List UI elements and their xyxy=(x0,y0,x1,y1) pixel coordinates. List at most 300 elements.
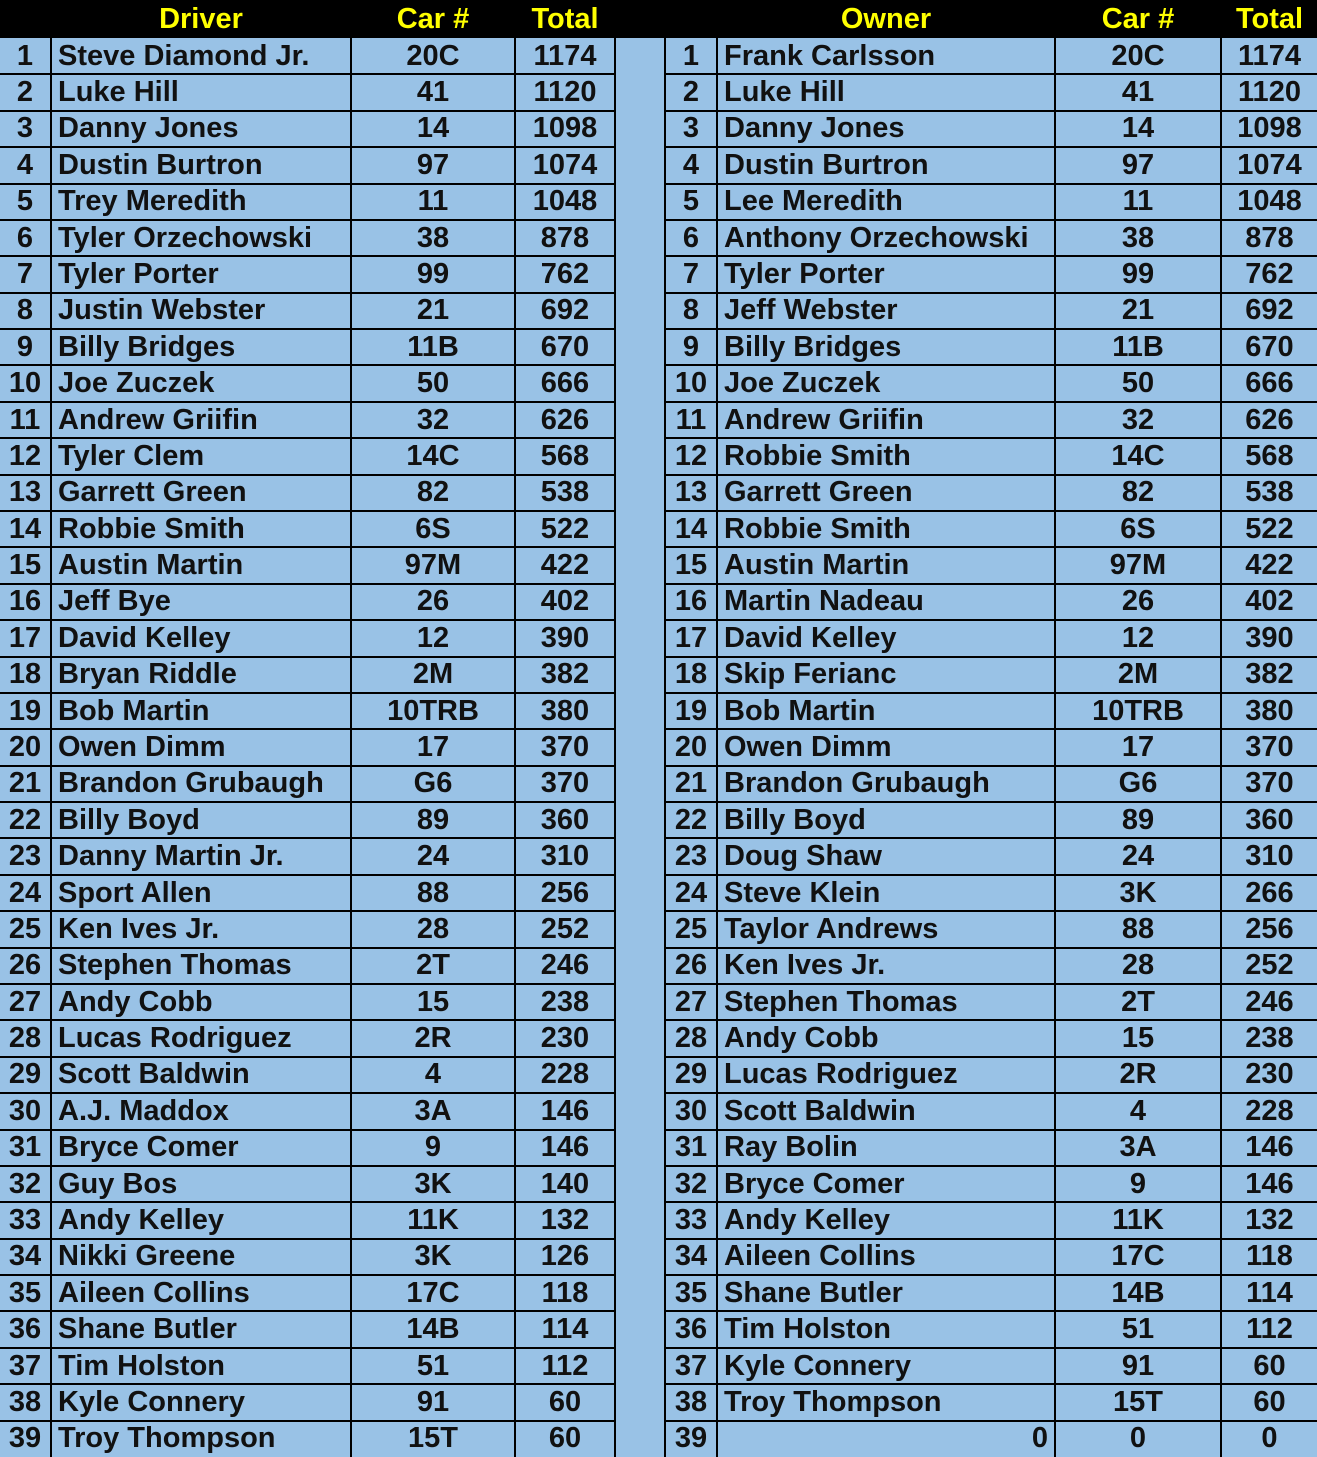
driver-car-number: 21 xyxy=(416,294,450,327)
driver-total: 1120 xyxy=(533,76,597,109)
owner-name: Scott Baldwin xyxy=(724,1094,916,1127)
owner-total: 266 xyxy=(1245,876,1294,909)
owner-total: 1098 xyxy=(1237,112,1302,145)
table-row xyxy=(0,948,1317,984)
table-row xyxy=(0,766,1317,802)
owner-position: 3 xyxy=(682,112,700,145)
driver-name: A.J. Maddox xyxy=(58,1094,229,1127)
owner-name: Garrett Green xyxy=(724,476,913,509)
driver-car-number: 2T xyxy=(416,949,450,982)
owner-header: Owner xyxy=(840,3,932,35)
driver-total: 568 xyxy=(540,439,590,472)
owner-position: 10 xyxy=(674,367,708,400)
owner-position: 19 xyxy=(674,694,708,727)
owner-car-number: 21 xyxy=(1121,294,1155,327)
driver-position: 31 xyxy=(8,1131,42,1164)
row-divider xyxy=(0,583,614,585)
table-row xyxy=(0,402,1317,438)
owner-total: 878 xyxy=(1245,221,1294,254)
owner-position: 17 xyxy=(674,621,708,654)
driver-name: Robbie Smith xyxy=(58,512,245,545)
owner-position: 1 xyxy=(682,39,700,72)
driver-position: 8 xyxy=(16,294,34,327)
column-divider xyxy=(1054,38,1056,1457)
driver-name: Billy Boyd xyxy=(58,803,200,836)
owner-name: Lee Meredith xyxy=(724,185,903,218)
driver-position: 22 xyxy=(8,803,42,836)
row-divider xyxy=(0,328,614,330)
table-row xyxy=(0,1166,1317,1202)
row-divider xyxy=(0,765,614,767)
owner-total: 670 xyxy=(1245,330,1294,363)
owner-car-number: 24 xyxy=(1121,840,1155,873)
owner-total: 230 xyxy=(1245,1058,1294,1091)
driver-name: Justin Webster xyxy=(58,294,266,327)
driver-position: 6 xyxy=(16,221,34,254)
owner-car-number: 11K xyxy=(1112,1203,1164,1236)
owner-total: 228 xyxy=(1245,1094,1294,1127)
owner-car-number: 89 xyxy=(1121,803,1155,836)
owner-car-number: 88 xyxy=(1121,912,1155,945)
table-row xyxy=(0,111,1317,147)
table-row xyxy=(0,1093,1317,1129)
driver-total: 310 xyxy=(540,840,590,873)
owner-position: 23 xyxy=(674,840,708,873)
row-divider xyxy=(0,292,614,294)
driver-name: Owen Dimm xyxy=(58,730,226,763)
driver-position: 25 xyxy=(8,912,42,945)
driver-car-number: 9 xyxy=(424,1131,442,1164)
owner-position: 29 xyxy=(674,1058,708,1091)
row-divider xyxy=(0,1201,614,1203)
driver-total: 228 xyxy=(540,1058,590,1091)
owner-total: 60 xyxy=(1253,1385,1286,1418)
owner-car-number: 12 xyxy=(1121,621,1155,654)
driver-name: Joe Zuczek xyxy=(58,367,215,400)
driver-total: 140 xyxy=(540,1167,590,1200)
owner-position: 9 xyxy=(682,330,700,363)
driver-car-number: 3K xyxy=(414,1240,452,1273)
driver-name: Austin Martin xyxy=(58,549,244,582)
owner-total: 692 xyxy=(1245,294,1294,327)
driver-car-header: Car # xyxy=(396,3,470,35)
table-row xyxy=(0,511,1317,547)
table-row xyxy=(0,657,1317,693)
table-row xyxy=(0,693,1317,729)
table-row xyxy=(0,802,1317,838)
row-divider xyxy=(0,1238,614,1240)
driver-name: Tyler Porter xyxy=(58,257,219,290)
table-row xyxy=(0,838,1317,874)
owner-car-number: 2T xyxy=(1121,985,1155,1018)
owner-car-number: 97 xyxy=(1121,148,1155,181)
owner-total: 0 xyxy=(1261,1422,1278,1455)
table-row xyxy=(0,365,1317,401)
driver-position: 3 xyxy=(16,112,34,145)
owner-name: Troy Thompson xyxy=(724,1385,942,1418)
owner-name: Martin Nadeau xyxy=(724,585,924,618)
table-row xyxy=(0,1421,1317,1457)
owner-car-number: 11 xyxy=(1122,185,1154,218)
owner-car-number: 14 xyxy=(1121,112,1155,145)
driver-total: 256 xyxy=(540,876,590,909)
owner-position: 15 xyxy=(674,549,708,582)
driver-position: 1 xyxy=(16,39,34,72)
driver-total: 1098 xyxy=(532,112,598,145)
owner-position: 11 xyxy=(675,403,707,436)
owner-total: 360 xyxy=(1245,803,1294,836)
row-divider xyxy=(0,1092,614,1094)
driver-car-number: 28 xyxy=(416,912,450,945)
driver-name: Tyler Clem xyxy=(58,439,205,472)
owner-car-number: 6S xyxy=(1120,512,1156,545)
driver-car-number: 88 xyxy=(416,876,450,909)
owner-position: 18 xyxy=(674,658,708,691)
owner-car-number: 0 xyxy=(1129,1422,1147,1455)
table-row xyxy=(0,74,1317,110)
owner-total: 538 xyxy=(1245,476,1294,509)
driver-car-number: 14 xyxy=(416,112,450,145)
table-row xyxy=(0,293,1317,329)
row-divider xyxy=(0,801,614,803)
driver-total: 146 xyxy=(540,1131,590,1164)
driver-position: 18 xyxy=(8,658,42,691)
owner-name: Ray Bolin xyxy=(724,1131,858,1164)
table-row xyxy=(0,1020,1317,1056)
driver-total: 252 xyxy=(540,912,590,945)
driver-position: 5 xyxy=(16,185,34,218)
driver-name: Bryce Comer xyxy=(58,1131,239,1164)
row-divider xyxy=(0,656,614,658)
driver-position: 35 xyxy=(8,1276,42,1309)
table-row xyxy=(0,984,1317,1020)
driver-car-number: 2M xyxy=(412,658,454,691)
owner-name: Andy Kelley xyxy=(724,1203,890,1236)
owner-position: 16 xyxy=(674,585,708,618)
driver-total: 118 xyxy=(541,1276,589,1309)
driver-car-number: 4 xyxy=(424,1058,442,1091)
table-row xyxy=(0,1130,1317,1166)
driver-car-number: 51 xyxy=(416,1349,450,1382)
column-divider xyxy=(50,38,52,1457)
driver-total: 230 xyxy=(540,1022,590,1055)
owner-position: 2 xyxy=(682,76,700,109)
owner-position: 37 xyxy=(674,1349,708,1382)
owner-position: 5 xyxy=(682,185,700,218)
owner-position: 24 xyxy=(674,876,708,909)
driver-position: 16 xyxy=(8,585,42,618)
driver-car-number: 10TRB xyxy=(387,694,479,727)
owner-total: 252 xyxy=(1245,949,1294,982)
owner-position: 14 xyxy=(674,512,708,545)
driver-total: 1074 xyxy=(532,148,598,181)
owner-total: 762 xyxy=(1245,257,1294,290)
table-row xyxy=(0,547,1317,583)
owner-name: Billy Boyd xyxy=(724,803,866,836)
driver-position: 15 xyxy=(8,549,42,582)
owner-position: 36 xyxy=(674,1313,708,1346)
owner-total: 1174 xyxy=(1238,39,1301,72)
owner-car-number: 4 xyxy=(1129,1094,1147,1127)
driver-name: Andy Kelley xyxy=(58,1203,224,1236)
owner-car-number: 82 xyxy=(1121,476,1155,509)
driver-position: 27 xyxy=(8,985,42,1018)
owner-car-number: 20C xyxy=(1111,39,1165,72)
table-row xyxy=(0,438,1317,474)
driver-position: 2 xyxy=(16,76,34,109)
column-divider xyxy=(514,38,516,1457)
driver-name: Garrett Green xyxy=(58,476,247,509)
driver-position: 24 xyxy=(8,876,42,909)
driver-total: 60 xyxy=(548,1385,582,1418)
owner-name: Bob Martin xyxy=(724,694,876,727)
owner-name: Dustin Burtron xyxy=(724,148,929,181)
driver-car-number: 24 xyxy=(416,840,450,873)
driver-position: 9 xyxy=(16,330,34,363)
driver-name: Tim Holston xyxy=(58,1349,226,1382)
driver-name: Billy Bridges xyxy=(58,330,236,363)
owner-position: 32 xyxy=(674,1167,708,1200)
driver-position: 20 xyxy=(8,730,42,763)
driver-total: 1048 xyxy=(532,185,598,218)
driver-car-number: 26 xyxy=(416,585,450,618)
owner-position: 7 xyxy=(682,257,700,290)
driver-name: Bryan Riddle xyxy=(58,658,237,691)
row-divider xyxy=(0,510,614,512)
driver-position: 37 xyxy=(8,1349,42,1382)
row-divider xyxy=(0,1347,614,1349)
row-divider xyxy=(0,1420,614,1422)
driver-car-number: 17 xyxy=(416,730,450,763)
driver-position: 23 xyxy=(8,840,42,873)
owner-position: 35 xyxy=(674,1276,708,1309)
row-divider xyxy=(0,1383,614,1385)
owner-car-number: 41 xyxy=(1121,76,1155,109)
driver-car-number: 32 xyxy=(416,403,450,436)
driver-car-number: 11B xyxy=(407,330,459,363)
owner-car-number: 17C xyxy=(1111,1240,1165,1273)
driver-position: 34 xyxy=(8,1240,42,1273)
owner-total: 246 xyxy=(1245,985,1294,1018)
owner-name: Frank Carlsson xyxy=(724,39,936,72)
owner-position: 22 xyxy=(674,803,708,836)
driver-total: 380 xyxy=(540,694,590,727)
driver-total: 522 xyxy=(540,512,590,545)
driver-position: 39 xyxy=(8,1422,42,1455)
owner-car-number: 15 xyxy=(1121,1022,1155,1055)
driver-total: 126 xyxy=(540,1240,590,1273)
owner-total: 146 xyxy=(1245,1167,1294,1200)
table-row xyxy=(0,729,1317,765)
driver-car-number: 99 xyxy=(416,257,450,290)
driver-name: Aileen Collins xyxy=(58,1276,250,1309)
owner-car-number: 14C xyxy=(1111,439,1165,472)
driver-car-number: 97M xyxy=(404,549,462,582)
driver-car-number: 97 xyxy=(416,148,450,181)
row-divider xyxy=(0,947,614,949)
owner-name: Owen Dimm xyxy=(724,730,892,763)
driver-name: Bob Martin xyxy=(58,694,210,727)
owner-total: 522 xyxy=(1245,512,1294,545)
row-divider xyxy=(0,401,614,403)
owner-car-number: 28 xyxy=(1121,949,1155,982)
driver-total: 60 xyxy=(548,1422,582,1455)
column-divider xyxy=(350,38,352,1457)
owner-position: 28 xyxy=(674,1022,708,1055)
driver-position: 28 xyxy=(8,1022,42,1055)
owner-name: Ken Ives Jr. xyxy=(724,949,886,982)
driver-total: 370 xyxy=(540,730,590,763)
driver-total: 626 xyxy=(540,403,590,436)
owner-total: 666 xyxy=(1245,367,1294,400)
driver-name: Ken Ives Jr. xyxy=(58,912,220,945)
driver-name: Sport Allen xyxy=(58,876,212,909)
owner-name: Steve Klein xyxy=(724,876,881,909)
owner-name: Robbie Smith xyxy=(724,439,911,472)
owner-name: Aileen Collins xyxy=(724,1240,916,1273)
driver-name: Andrew Griifin xyxy=(58,403,258,436)
driver-car-number: 17C xyxy=(406,1276,460,1309)
driver-name: Brandon Grubaugh xyxy=(58,767,324,800)
driver-position: 7 xyxy=(16,257,34,290)
owner-position: 31 xyxy=(674,1131,708,1164)
driver-position: 32 xyxy=(8,1167,42,1200)
driver-name: Nikki Greene xyxy=(58,1240,236,1273)
driver-position: 33 xyxy=(8,1203,42,1236)
table-row xyxy=(0,1202,1317,1238)
owner-name: Andy Cobb xyxy=(724,1022,879,1055)
owner-car-number: G6 xyxy=(1118,767,1158,800)
owner-total: 112 xyxy=(1246,1313,1293,1346)
row-divider xyxy=(0,110,614,112)
row-divider xyxy=(0,692,614,694)
column-divider xyxy=(716,38,718,1457)
owner-total: 146 xyxy=(1245,1131,1294,1164)
table-row xyxy=(0,256,1317,292)
owner-name: 0 xyxy=(1031,1422,1048,1455)
owner-car-number: 97M xyxy=(1109,549,1167,582)
driver-car-number: 20C xyxy=(406,39,460,72)
owner-total: 1120 xyxy=(1238,76,1301,109)
owner-name: Stephen Thomas xyxy=(724,985,958,1018)
driver-name: Danny Jones xyxy=(58,112,239,145)
driver-total: 538 xyxy=(540,476,590,509)
row-divider xyxy=(0,1056,614,1058)
driver-name: Scott Baldwin xyxy=(58,1058,250,1091)
owner-total: 402 xyxy=(1245,585,1294,618)
driver-position: 4 xyxy=(16,148,34,181)
owner-position: 12 xyxy=(674,439,708,472)
driver-total: 112 xyxy=(541,1349,589,1382)
driver-car-number: 91 xyxy=(416,1385,450,1418)
owner-car-number: 9 xyxy=(1129,1167,1147,1200)
row-divider xyxy=(0,1165,614,1167)
driver-car-number: 6S xyxy=(415,512,451,545)
owner-total: 1048 xyxy=(1237,185,1302,218)
table-row xyxy=(0,584,1317,620)
owner-total: 370 xyxy=(1245,730,1294,763)
driver-position: 21 xyxy=(8,767,42,800)
driver-car-number: 89 xyxy=(416,803,450,836)
owner-car-number: 14B xyxy=(1111,1276,1165,1309)
owner-car-number: 10TRB xyxy=(1092,694,1184,727)
owner-name: Danny Jones xyxy=(724,112,905,145)
driver-position: 12 xyxy=(8,439,42,472)
table-row xyxy=(0,1057,1317,1093)
owner-car-number: 38 xyxy=(1121,221,1155,254)
owner-total: 60 xyxy=(1253,1349,1286,1382)
owner-car-number: 3A xyxy=(1119,1131,1157,1164)
row-divider xyxy=(0,728,614,730)
driver-position: 17 xyxy=(8,621,42,654)
driver-position: 10 xyxy=(8,367,42,400)
owner-total: 382 xyxy=(1245,658,1294,691)
driver-car-number: 15T xyxy=(408,1422,458,1455)
owner-total: 626 xyxy=(1245,403,1294,436)
driver-total: 422 xyxy=(540,549,590,582)
owner-name: Brandon Grubaugh xyxy=(724,767,990,800)
table-row xyxy=(0,875,1317,911)
row-divider xyxy=(0,1129,614,1131)
row-divider xyxy=(0,546,614,548)
driver-car-number: 41 xyxy=(416,76,450,109)
driver-header: Driver xyxy=(159,3,243,35)
owner-car-number: 51 xyxy=(1121,1313,1155,1346)
table-row xyxy=(0,38,1317,74)
owner-car-number: 11B xyxy=(1112,330,1164,363)
owner-position: 13 xyxy=(674,476,708,509)
row-divider xyxy=(0,910,614,912)
owner-total: 1074 xyxy=(1237,148,1302,181)
owner-name: Andrew Griifin xyxy=(724,403,924,436)
driver-position: 29 xyxy=(8,1058,42,1091)
owner-position: 20 xyxy=(674,730,708,763)
driver-name: Kyle Connery xyxy=(58,1385,245,1418)
owner-total: 256 xyxy=(1245,912,1294,945)
driver-name: Tyler Orzechowski xyxy=(58,221,313,254)
row-divider xyxy=(0,619,614,621)
row-divider xyxy=(0,874,614,876)
driver-position: 13 xyxy=(8,476,42,509)
owner-total: 118 xyxy=(1246,1240,1293,1273)
owner-position: 30 xyxy=(674,1094,708,1127)
owner-total: 370 xyxy=(1245,767,1294,800)
driver-total: 132 xyxy=(540,1203,590,1236)
owner-car-number: 2M xyxy=(1117,658,1159,691)
driver-car-number: 2R xyxy=(414,1022,452,1055)
driver-total: 402 xyxy=(540,585,590,618)
driver-total: 360 xyxy=(540,803,590,836)
owner-name: Jeff Webster xyxy=(724,294,898,327)
owner-car-number: 15T xyxy=(1113,1385,1163,1418)
driver-total: 146 xyxy=(540,1094,590,1127)
owner-position: 39 xyxy=(674,1422,708,1455)
owner-car-number: 91 xyxy=(1121,1349,1155,1382)
driver-total: 878 xyxy=(540,221,590,254)
driver-position: 11 xyxy=(9,403,41,436)
driver-name: David Kelley xyxy=(58,621,231,654)
table-row xyxy=(0,1384,1317,1420)
owner-total: 380 xyxy=(1245,694,1294,727)
row-divider xyxy=(0,255,614,257)
driver-total: 762 xyxy=(540,257,590,290)
owner-total: 114 xyxy=(1246,1276,1293,1309)
driver-position: 19 xyxy=(8,694,42,727)
table-row xyxy=(0,1275,1317,1311)
driver-name: Troy Thompson xyxy=(58,1422,276,1455)
owner-car-number: 3K xyxy=(1119,876,1157,909)
owner-name: Bryce Comer xyxy=(724,1167,905,1200)
